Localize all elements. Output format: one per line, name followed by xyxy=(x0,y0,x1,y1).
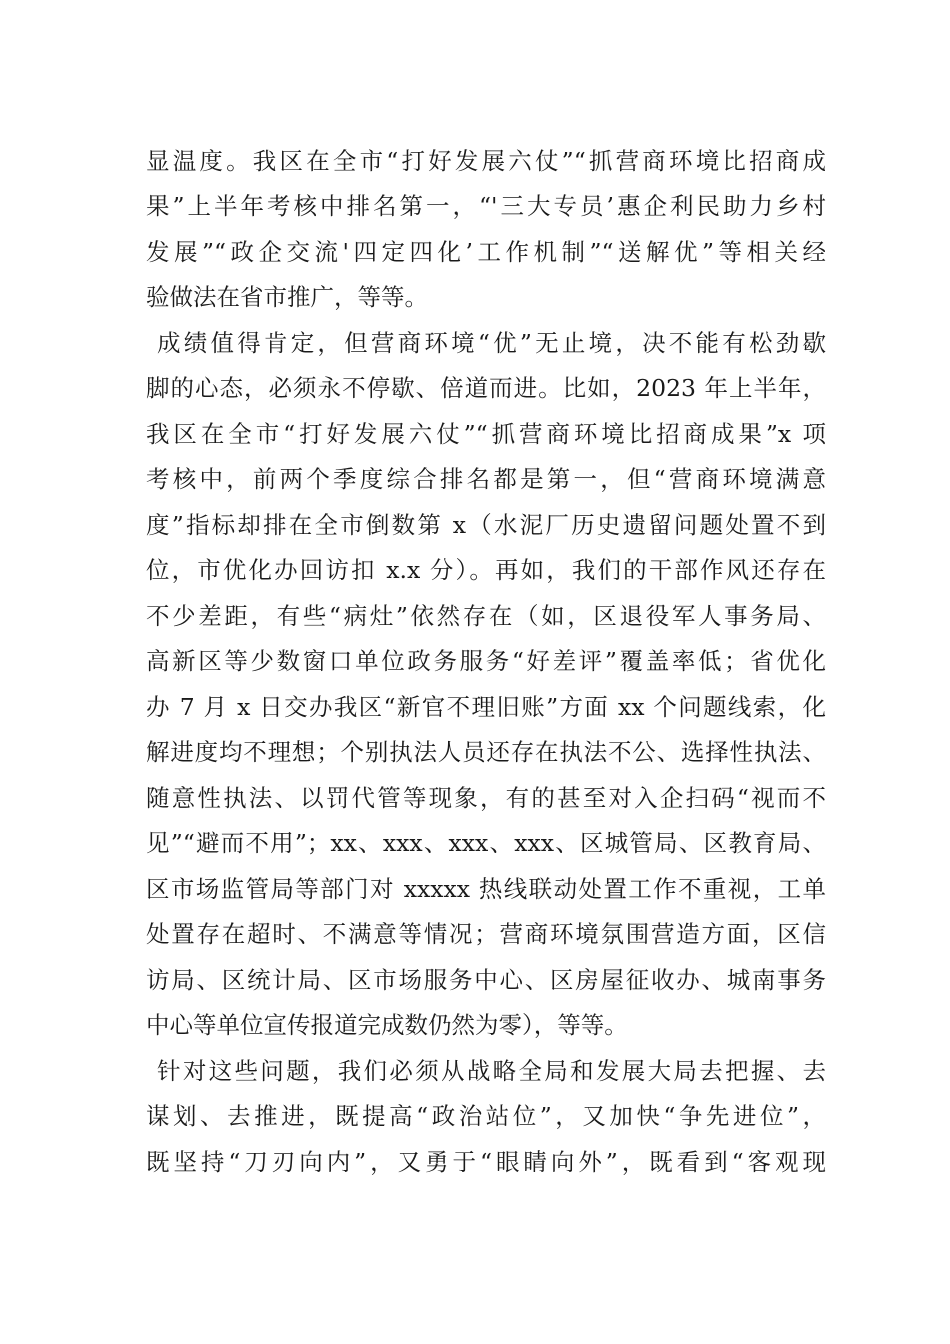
text-line: 见”“避而不用”；xx、xxx、xxx、xxx、区城管局、区教育局、 xyxy=(146,829,826,857)
text-line: 验做法在省市推广，等等。 xyxy=(146,283,428,311)
text-line: 脚的心态，必须永不停歇、倍道而进。比如，2023 年上半年， xyxy=(146,374,826,402)
text-line: 显温度。我区在全市“打好发展六仗”“抓营商环境比招商成 xyxy=(146,147,826,175)
text-line: 访局、区统计局、区市场服务中心、区房屋征收办、城南事务 xyxy=(146,966,826,994)
text-line: 发展”“政企交流'四定四化’工作机制”“送解优”等相关经 xyxy=(146,238,826,266)
paragraph-first-line: 成绩值得肯定，但营商环境“优”无止境，决不能有松劲歇 xyxy=(157,329,826,357)
text-line: 区市场监管局等部门对 xxxxx 热线联动处置工作不重视，工单 xyxy=(146,875,826,903)
text-line: 高新区等少数窗口单位政务服务“好差评”覆盖率低；省优化 xyxy=(146,647,826,675)
text-line: 位，市优化办回访扣 x.x 分）。再如，我们的干部作风还存在 xyxy=(146,556,826,584)
text-line: 随意性执法、以罚代管等现象，有的甚至对入企扫码“视而不 xyxy=(146,784,826,812)
text-line: 谋划、去推进，既提高“政治站位”，又加快“争先进位”， xyxy=(146,1102,826,1130)
text-line: 度”指标却排在全市倒数第 x（水泥厂历史遗留问题处置不到 xyxy=(146,511,826,539)
paragraph-first-line: 针对这些问题，我们必须从战略全局和发展大局去把握、去 xyxy=(157,1057,826,1085)
text-line: 处置存在超时、不满意等情况；营商环境氛围营造方面，区信 xyxy=(146,920,826,948)
text-line: 中心等单位宣传报道完成数仍然为零），等等。 xyxy=(146,1011,628,1039)
text-line: 既坚持“刀刃向内”，又勇于“眼睛向外”，既看到“客观现 xyxy=(146,1148,826,1176)
text-line: 办 7 月 x 日交办我区“新官不理旧账”方面 xx 个问题线索，化 xyxy=(146,693,826,721)
text-line: 果”上半年考核中排名第一，“'三大专员’惠企利民助力乡村 xyxy=(146,192,826,220)
text-line: 考核中，前两个季度综合排名都是第一，但“营商环境满意 xyxy=(146,465,826,493)
text-line: 我区在全市“打好发展六仗”“抓营商环境比招商成果”x 项 xyxy=(146,420,826,448)
text-line: 不少差距，有些“病灶”依然存在（如，区退役军人事务局、 xyxy=(146,602,826,630)
text-line: 解进度均不理想；个别执法人员还存在执法不公、选择性执法、 xyxy=(146,738,826,766)
